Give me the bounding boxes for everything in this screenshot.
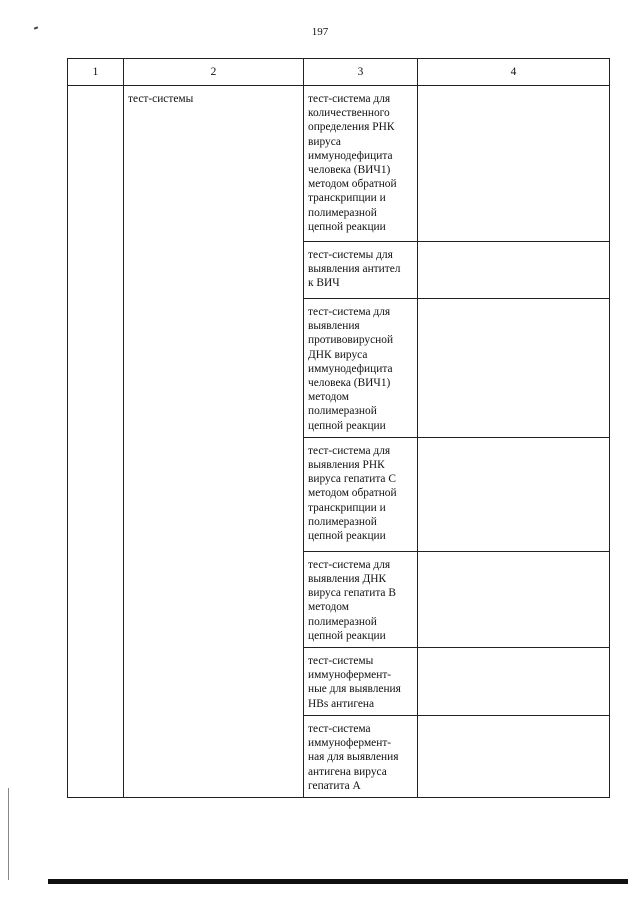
cell-col1 (68, 86, 124, 798)
column-header-4: 4 (418, 59, 610, 86)
cell-description: тест-система для количественного определения РНК вируса иммунодефицита человека (ВИЧ1) методом обратной транскрипции и полимеразной цепной реакции (304, 86, 418, 242)
cell-col4 (418, 242, 610, 299)
cell-group-label: тест-системы (124, 86, 304, 798)
column-header-3: 3 (304, 59, 418, 86)
column-header-1: 1 (68, 59, 124, 86)
table-row (68, 86, 610, 242)
cell-description: тест-система для выявления РНК вируса гепатита С методом обратной транскрипции и полимеразной цепной реакции (304, 437, 418, 551)
page-number: 197 (311, 26, 329, 38)
cell-description: тест-система для выявления противовирусной ДНК вируса иммунодефицита человека (ВИЧ1) методом полимеразной цепной реакции (304, 299, 418, 438)
cell-description: тест-системы иммунофермент- ные для выявления HBs антигена (304, 648, 418, 716)
cell-col4 (418, 299, 610, 438)
cell-col4 (418, 648, 610, 716)
cell-col4 (418, 551, 610, 647)
cell-description: тест-система для выявления ДНК вируса гепатита В методом полимеразной цепной реакции (304, 551, 418, 647)
scan-bottom-bar (48, 879, 628, 884)
cell-description: тест-система иммунофермент- ная для выявления антигена вируса гепатита А (304, 716, 418, 798)
cell-col4 (418, 86, 610, 242)
table-header-row (68, 59, 610, 86)
column-header-2: 2 (124, 59, 304, 86)
cell-description: тест-системы для выявления антител к ВИЧ (304, 242, 418, 299)
cell-col4 (418, 437, 610, 551)
cell-col4 (418, 716, 610, 798)
registry-table (67, 58, 610, 798)
scan-edge-line (8, 788, 9, 880)
